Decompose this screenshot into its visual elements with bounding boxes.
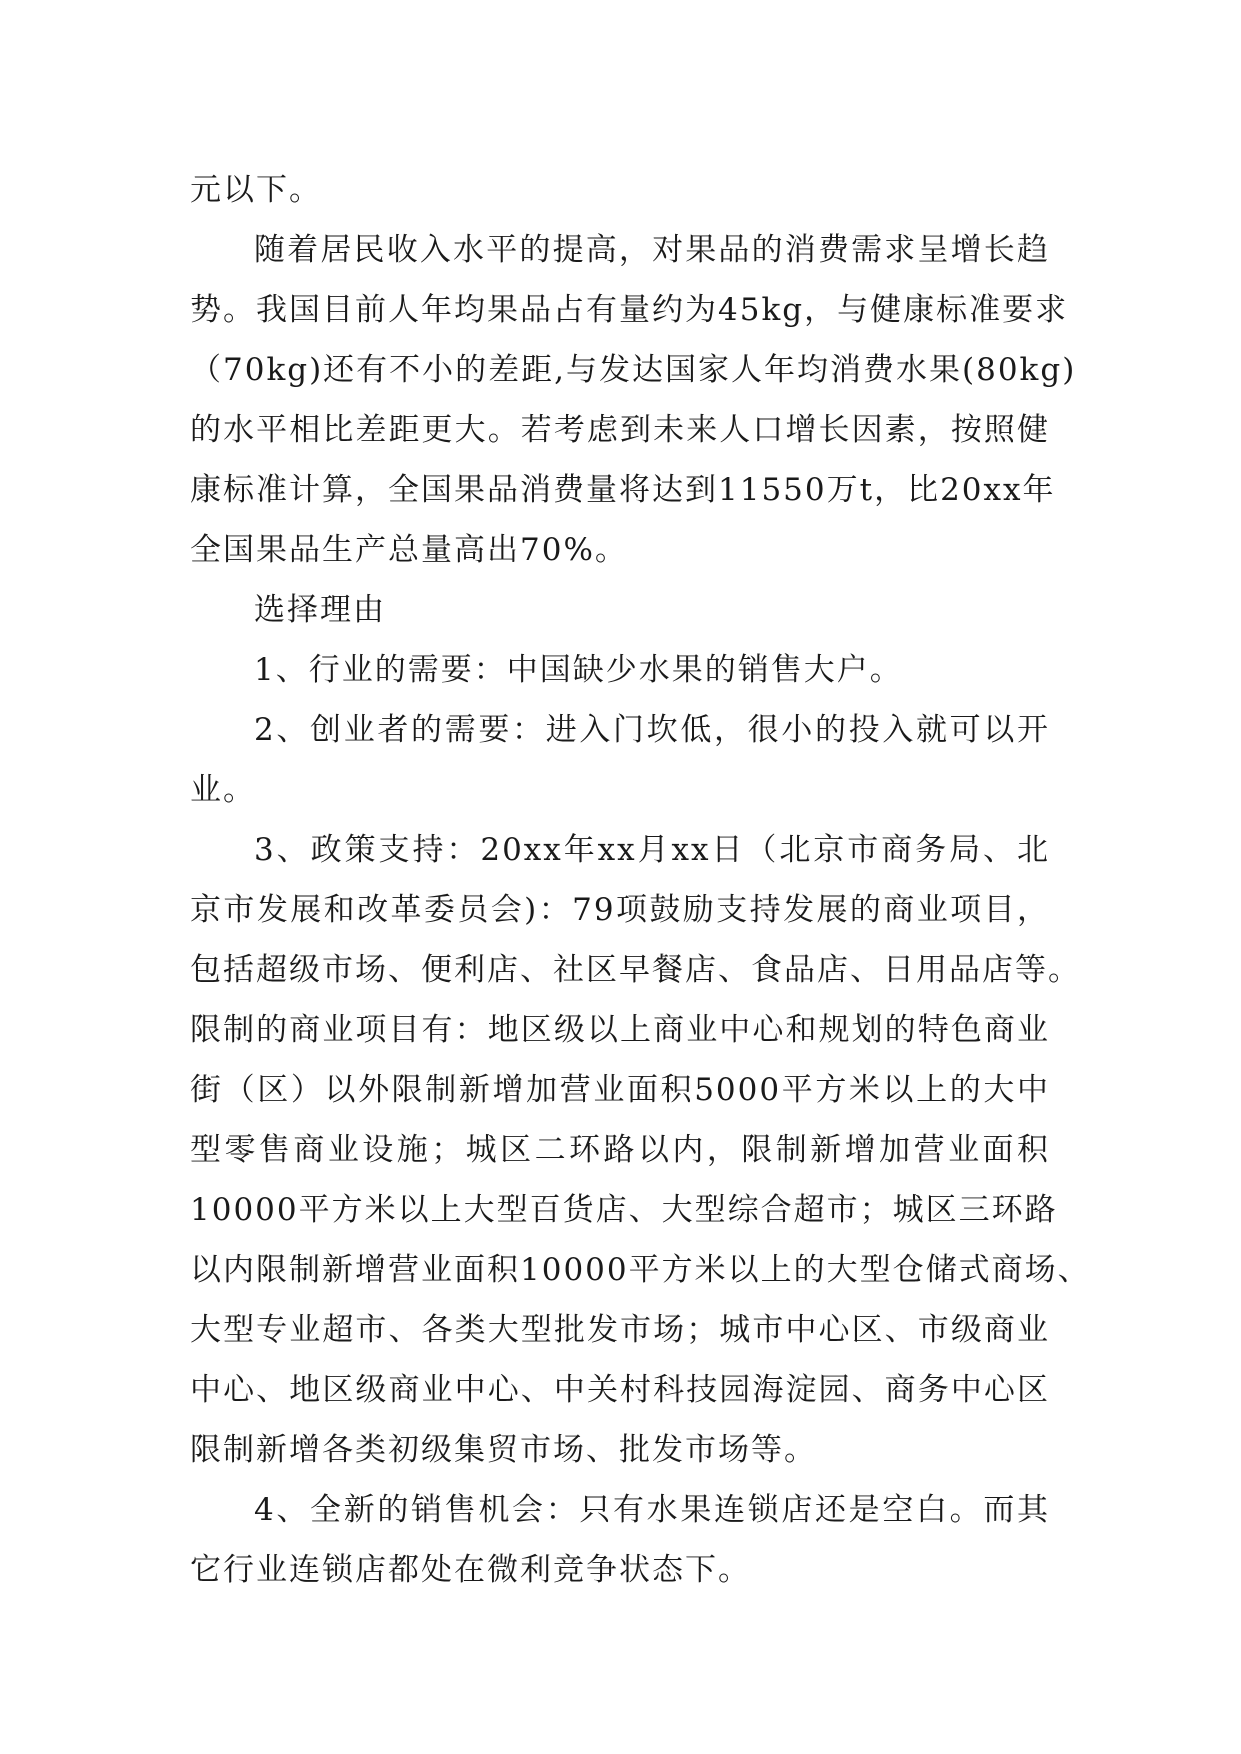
document-body (190, 160, 1091, 1600)
text-line: 的水平相比差距更大。若考虑到未来人口增长因素，按照健 (190, 412, 1050, 448)
text-line: （70kg)还有不小的差距,与发达国家人年均消费水果(80kg) (190, 352, 1077, 388)
text-line: 它行业连锁店都处在微利竞争状态下。 (190, 1552, 751, 1588)
section-heading: 选择理由 (254, 592, 386, 628)
text-line: 随着居民收入水平的提高，对果品的消费需求呈增长趋 (254, 232, 1050, 268)
list-item: 3、政策支持：20xx年xx月xx日（北京市商务局、北 (254, 832, 1050, 868)
text-line: 型零售商业设施；城区二环路以内，限制新增加营业面积 (190, 1132, 1050, 1168)
text-line: 限制的商业项目有：地区级以上商业中心和规划的特色商业 (190, 1012, 1050, 1048)
text-line: 街（区）以外限制新增加营业面积5000平方米以上的大中 (190, 1072, 1050, 1108)
list-item: 4、全新的销售机会：只有水果连锁店还是空白。而其 (254, 1492, 1050, 1528)
text-line: 大型专业超市、各类大型批发市场；城市中心区、市级商业 (190, 1312, 1050, 1348)
list-item: 1、行业的需要：中国缺少水果的销售大户。 (254, 652, 903, 688)
text-line: 元以下。 (190, 172, 322, 208)
text-line: 限制新增各类初级集贸市场、批发市场等。 (190, 1432, 817, 1468)
text-line: 业。 (190, 772, 256, 808)
text-line: 势。我国目前人年均果品占有量约为45kg，与健康标准要求 (190, 292, 1069, 328)
text-line: 京市发展和改革委员会)：79项鼓励支持发展的商业项目， (190, 892, 1050, 928)
text-line: 康标准计算，全国果品消费量将达到11550万t，比20xx年 (190, 472, 1056, 508)
list-item: 2、创业者的需要：进入门坎低，很小的投入就可以开 (254, 712, 1050, 748)
text-line: 中心、地区级商业中心、中关村科技园海淀园、商务中心区 (190, 1372, 1050, 1408)
text-line: 10000平方米以上大型百货店、大型综合超市；城区三环路 (190, 1192, 1058, 1228)
text-line: 以内限制新增营业面积10000平方米以上的大型仓储式商场、 (190, 1252, 1091, 1288)
text-line: 全国果品生产总量高出70%。 (190, 532, 628, 568)
text-line: 包括超级市场、便利店、社区早餐店、食品店、日用品店等。 (190, 952, 1081, 988)
